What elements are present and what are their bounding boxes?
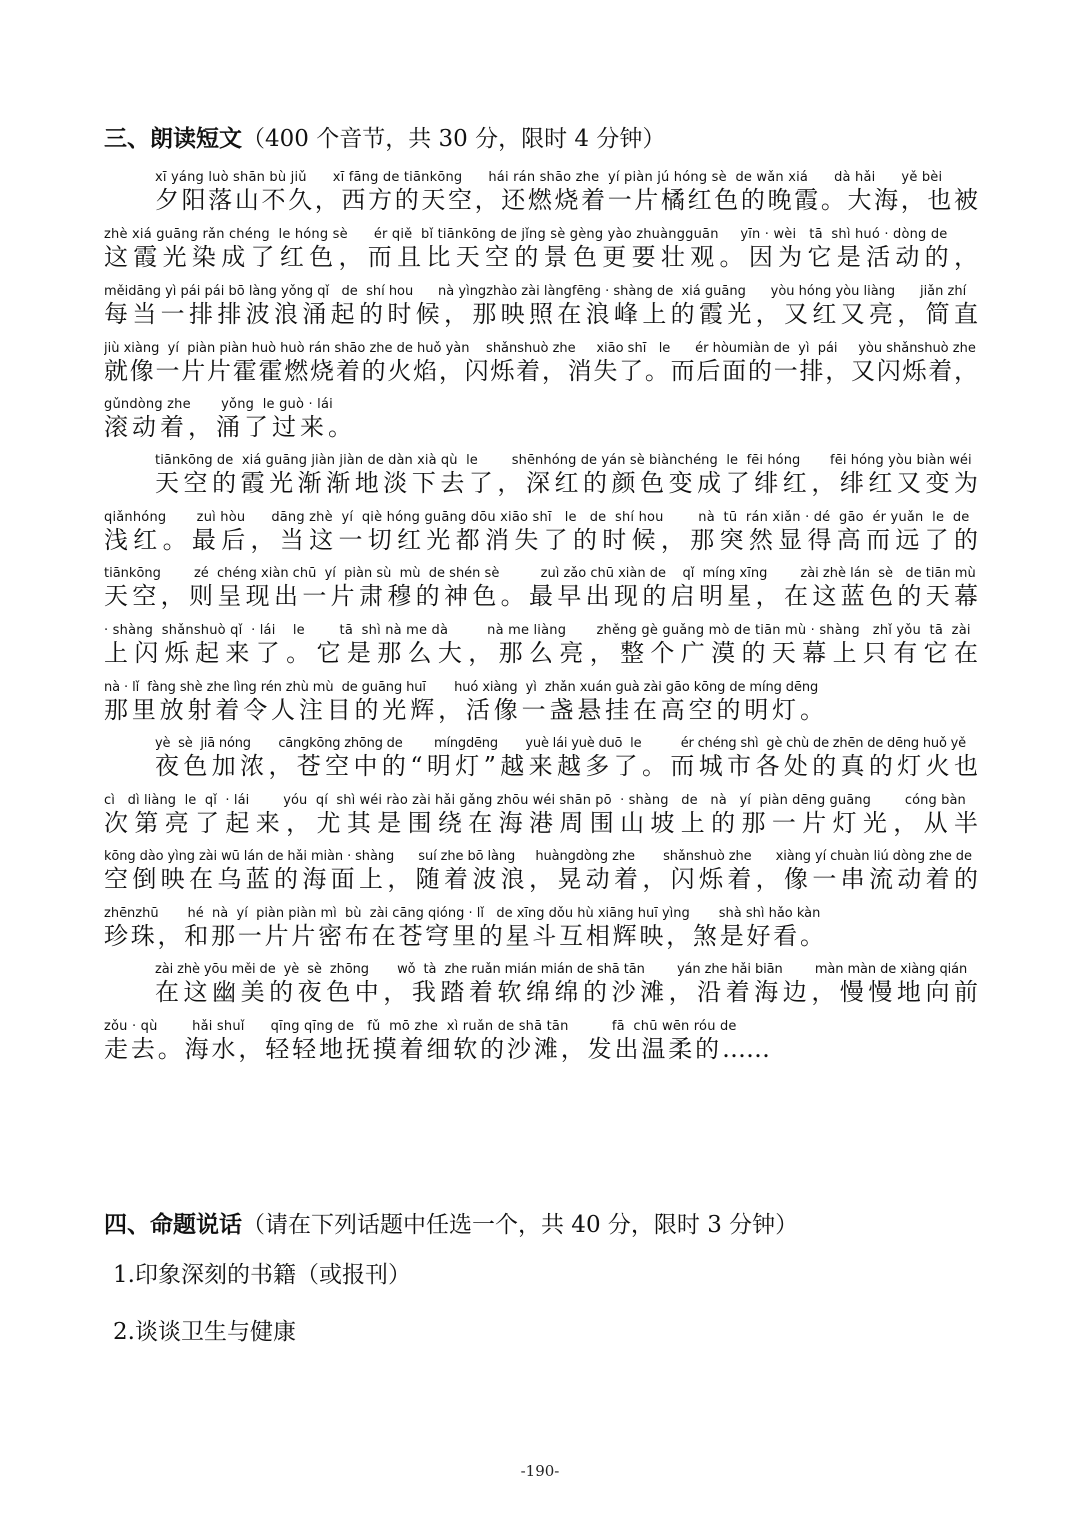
hanzi-row: 珍珠，和那一片片密布在苍穹里的星斗互相辉映，煞是好看。 (104, 922, 824, 950)
pinyin-row: jiù xiàng yí piàn piàn huò huò rán shāo zhe de huǒ yàn shǎnshuò zhe xiāo shī le ér hòumiàn de yì pái yòu shǎnshuò zhe (104, 341, 976, 356)
passage-line (155, 962, 978, 1018)
pinyin-row: gǔndòng zhe yǒng le guò · lái (104, 397, 333, 412)
passage-line (104, 849, 978, 905)
pinyin-row: měidāng yì pái pái bō làng yǒng qǐ de shí hou nà yìngzhào zài làngfēng · shàng de xiá guāng yòu hóng yòu liàng jiǎn zhí (104, 284, 967, 299)
passage-line (104, 341, 978, 397)
pinyin-row: kōng dào yìng zài wū lán de hǎi miàn · shàng suí zhe bō làng huàngdòng zhe shǎnshuò zhe xiàng yí chuàn liú dòng zhe de (104, 849, 972, 864)
hanzi-row: 每当一排排波浪涌起的时候，那映照在浪峰上的霞光，又红又亮，简直 (104, 300, 978, 328)
hanzi-row: 那里放射着令人注目的光辉，活像一盏悬挂在高空的明灯。 (104, 696, 824, 724)
passage-line (104, 510, 978, 566)
section-3-title: 三、朗读短文 (104, 126, 242, 152)
passage-line (155, 453, 978, 509)
hanzi-row: 就像一片片霍霍燃烧着的火焰，闪烁着，消失了。而后面的一排，又闪烁着， (104, 357, 978, 385)
hanzi-row: 天空，则呈现出一片肃穆的神色。最早出现的启明星，在这蓝色的天幕 (104, 582, 978, 610)
hanzi-row: 浅红。最后，当这一切红光都消失了的时候，那突然显得高而远了的 (104, 526, 978, 554)
pinyin-row: · shàng shǎnshuò qǐ · lái le tā shì nà me dà nà me liàng zhěng gè guǎng mò de tiān mù · shàng zhǐ yǒu tā zài (104, 623, 971, 638)
hanzi-row: 天空的霞光渐渐地淡下去了，深红的颜色变成了绯红，绯红又变为 (155, 469, 978, 497)
hanzi-row: 空倒映在乌蓝的海面上，随着波浪，晃动着，闪烁着，像一串流动着的 (104, 865, 978, 893)
hanzi-row: 次第亮了起来，尤其是围绕在海港周围山坡上的那一片灯光，从半 (104, 809, 978, 837)
pinyin-row: qiǎnhóng zuì hòu dāng zhè yí qiè hóng guāng dōu xiāo shī le de shí hou nà tū rán xiǎn · dé gāo ér yuǎn le de (104, 510, 970, 525)
section-3-heading (104, 120, 665, 153)
hanzi-row: 上闪烁起来了。它是那么大，那么亮，整个广漠的天幕上只有它在 (104, 639, 978, 667)
pinyin-row: yè sè jiā nóng cāngkōng zhōng de míngdēng yuè lái yuè duō le ér chéng shì gè chù de zhēn de dēng huǒ yě (155, 736, 966, 751)
pinyin-row: zǒu · qù hǎi shuǐ qīng qīng de fǔ mō zhe xì ruǎn de shā tān fā chū wēn róu de (104, 1019, 737, 1034)
section-4-heading (104, 1206, 798, 1239)
pinyin-row: nà · lǐ fàng shè zhe lìng rén zhù mù de guāng huī huó xiàng yì zhǎn xuán guà zài gāo kōng de míng dēng (104, 680, 819, 695)
section-4-title: 四、命题说话 (104, 1212, 242, 1238)
hanzi-row: 在这幽美的夜色中，我踏着软绵绵的沙滩，沿着海边，慢慢地向前 (155, 978, 978, 1006)
hanzi-row: 走去。海水，轻轻地抚摸着细软的沙滩，发出温柔的…… (104, 1035, 770, 1063)
passage-line (104, 284, 978, 340)
pinyin-row: tiānkōng zé chéng xiàn chū yí piàn sù mù de shén sè zuì zǎo chū xiàn de qǐ míng xīng zài zhè lán sè de tiān mù (104, 566, 976, 581)
pinyin-row: zài zhè yōu měi de yè sè zhōng wǒ tà zhe ruǎn mián mián de shā tān yán zhe hǎi biān màn màn de xiàng qián (155, 962, 968, 977)
passage-line (104, 680, 824, 736)
passage-line (104, 227, 978, 283)
topic-item: 1.印象深刻的书籍（或报刊） (113, 1262, 411, 1288)
hanzi-row: 这霞光染成了红色，而且比天空的景色更要壮观。因为它是活动的， (104, 243, 978, 271)
passage-line (104, 793, 978, 849)
section-3-note: （400 个音节，共 30 分，限时 4 分钟） (242, 126, 666, 152)
passage-line (155, 736, 978, 792)
section-4-note: （请在下列话题中任选一个，共 40 分，限时 3 分钟） (242, 1212, 799, 1238)
pinyin-row: zhēnzhū hé nà yí piàn piàn mì bù zài cāng qióng · lǐ de xīng dǒu hù xiāng huī yìng shà shì hǎo kàn (104, 906, 821, 921)
passage-line (155, 170, 978, 226)
pinyin-row: zhè xiá guāng rǎn chéng le hóng sè ér qiě bǐ tiānkōng de jǐng sè gèng yào zhuàngguān yīn · wèi tā shì huó · dòng de (104, 227, 948, 242)
pinyin-row: cì dì liàng le qǐ · lái yóu qí shì wéi rào zài hǎi gǎng zhōu wéi shān pō · shàng de nà yí piàn dēng guāng cóng bàn (104, 793, 966, 808)
passage-line (104, 623, 978, 679)
hanzi-row: 滚动着，涌了过来。 (104, 413, 356, 441)
topic-item: 2.谈谈卫生与健康 (113, 1319, 296, 1345)
pinyin-row: xī yáng luò shān bù jiǔ xī fāng de tiānkōng hái rán shāo zhe yí piàn jú hóng sè de wǎn xiá dà hǎi yě bèi (155, 170, 943, 185)
page-number: -190- (520, 1462, 560, 1480)
hanzi-row: 夕阳落山不久，西方的天空，还燃烧着一片橘红色的晚霞。大海，也被 (155, 186, 978, 214)
hanzi-row: 夜色加浓，苍空中的“明灯”越来越多了。而城市各处的真的灯火也 (155, 752, 978, 780)
pinyin-row: tiānkōng de xiá guāng jiàn jiàn de dàn xià qù le shēnhóng de yán sè biànchéng le fēi hóng fēi hóng yòu biàn wéi (155, 453, 972, 468)
passage-line (104, 1019, 770, 1075)
passage-line (104, 906, 824, 962)
passage-line (104, 566, 978, 622)
passage-line (104, 397, 364, 453)
